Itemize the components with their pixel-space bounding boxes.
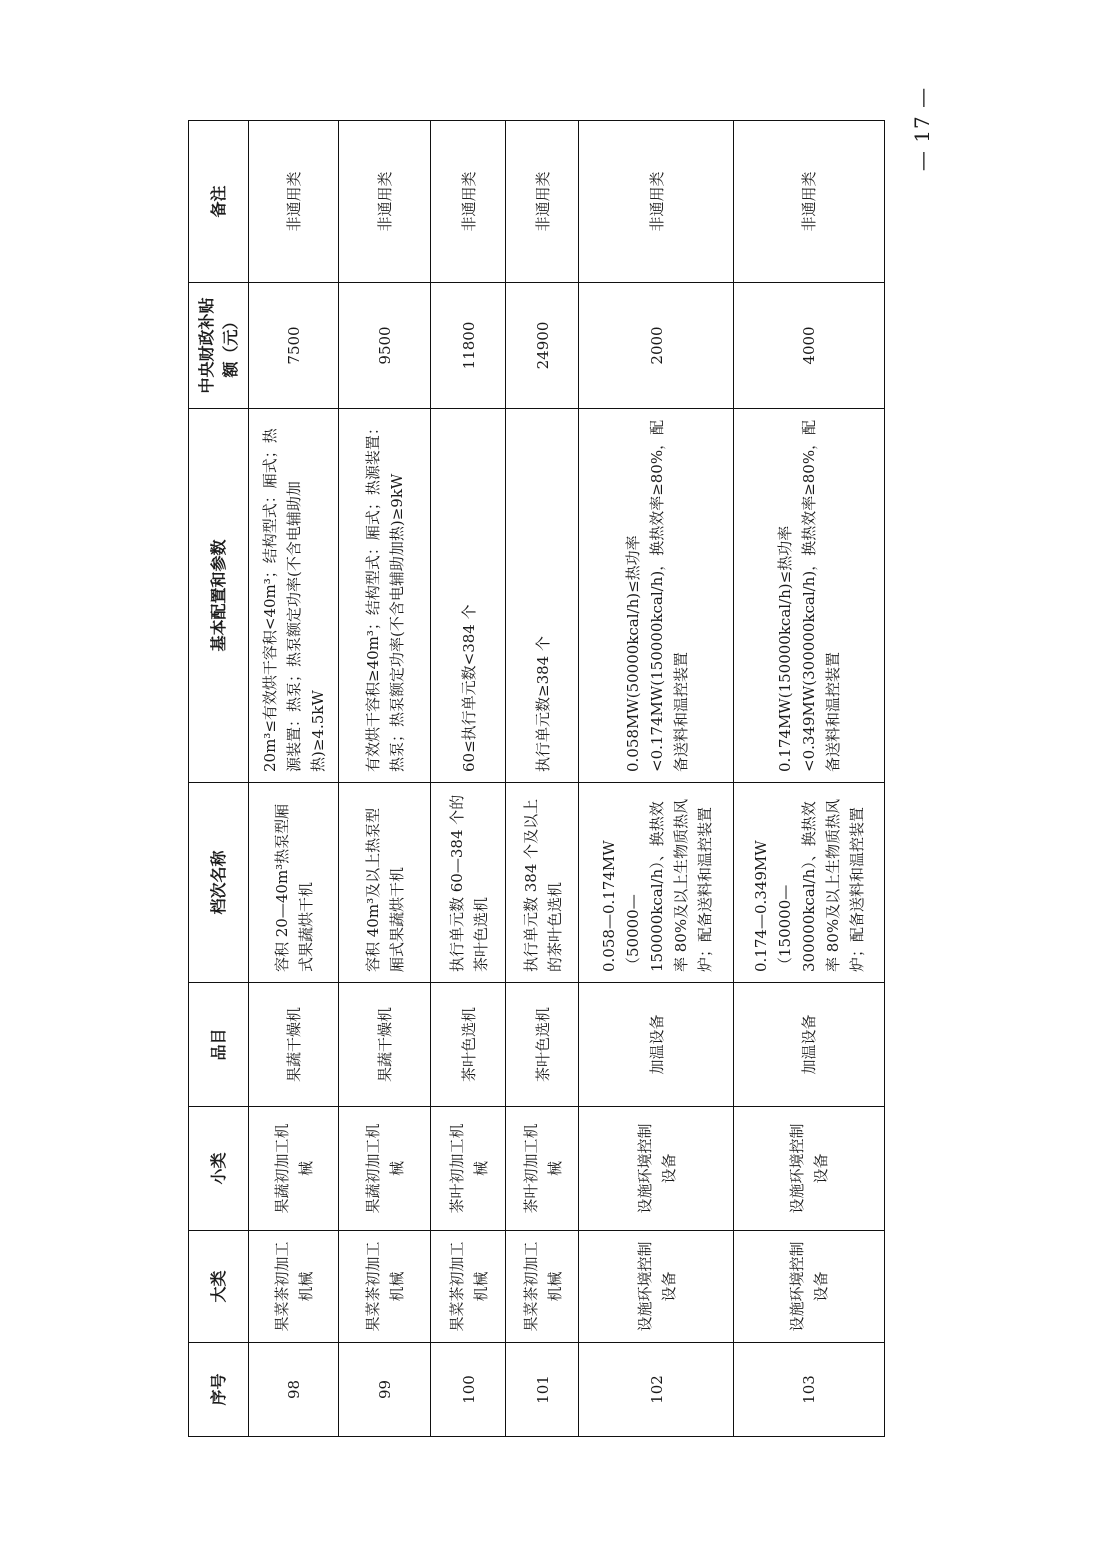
table-cell: 99 xyxy=(339,1343,431,1437)
table-cell: 茶叶初加工机械 xyxy=(431,1107,506,1231)
table-cell: 0.058—0.174MW（50000—150000kcal/h）、换热效率 80%及以上生物质热风炉；配备送料和温控装置 xyxy=(579,783,734,983)
header-cell: 中央财政补贴额（元） xyxy=(189,283,249,409)
header-cell: 备注 xyxy=(189,120,249,283)
table-cell: 11800 xyxy=(431,283,506,409)
table-cell: 果菜茶初加工机械 xyxy=(431,1231,506,1343)
header-cell: 档次名称 xyxy=(189,783,249,983)
table-cell: 有效烘干容积≥40m³；结构型式：厢式；热源装置：热泵；热泵额定功率(不含电辅助加热)≥9kW xyxy=(339,409,431,783)
table-header-row xyxy=(188,120,249,1437)
table-cell: 果菜茶初加工机械 xyxy=(339,1231,431,1343)
table-cell: 非通用类 xyxy=(339,120,431,283)
header-cell: 小类 xyxy=(189,1107,249,1231)
header-cell: 序号 xyxy=(189,1343,249,1437)
table-cell: 2000 xyxy=(579,283,734,409)
table-cell: 容积 20—40m³热泵型厢式果蔬烘干机 xyxy=(249,783,339,983)
table-cell: 20m³≤有效烘干容积<40m³；结构型式：厢式；热源装置：热泵；热泵额定功率(不含电辅助加热)≥4.5kW xyxy=(249,409,339,783)
table-cell: 果蔬干燥机 xyxy=(249,983,339,1107)
header-cell: 大类 xyxy=(189,1231,249,1343)
subsidy-table xyxy=(188,120,885,1437)
table-cell: 4000 xyxy=(734,283,884,409)
table-cell: 60≤执行单元数<384 个 xyxy=(431,409,506,783)
table-cell: 0.058MW(50000kcal/h)≤热功率<0.174MW(150000kcal/h)，换热效率≥80%，配备送料和温控装置 xyxy=(579,409,734,783)
table-cell: 0.174MW(150000kcal/h)≤热功率<0.349MW(300000kcal/h)，换热效率≥80%，配备送料和温控装置 xyxy=(734,409,884,783)
table-cell: 98 xyxy=(249,1343,339,1437)
table-cell: 茶叶色选机 xyxy=(431,983,506,1107)
table-cell: 7500 xyxy=(249,283,339,409)
table-cell: 加温设备 xyxy=(734,983,884,1107)
header-cell: 品目 xyxy=(189,983,249,1107)
table-row xyxy=(338,120,431,1437)
table-cell: 执行单元数 384 个及以上的茶叶色选机 xyxy=(506,783,579,983)
table-cell: 果菜茶初加工机械 xyxy=(506,1231,579,1343)
table-row xyxy=(578,120,734,1437)
table-cell: 101 xyxy=(506,1343,579,1437)
table-cell: 非通用类 xyxy=(579,120,734,283)
table-cell: 非通用类 xyxy=(506,120,579,283)
table-cell: 果蔬初加工机械 xyxy=(249,1107,339,1231)
table-cell: 24900 xyxy=(506,283,579,409)
table-cell: 设施环境控制设备 xyxy=(579,1107,734,1231)
page-number: — 17 — xyxy=(910,86,934,172)
table-cell: 非通用类 xyxy=(249,120,339,283)
table-row xyxy=(505,120,579,1437)
table-cell: 执行单元数 60—384 个的茶叶色选机 xyxy=(431,783,506,983)
table-cell: 103 xyxy=(734,1343,884,1437)
table-cell: 果蔬干燥机 xyxy=(339,983,431,1107)
table-cell: 果菜茶初加工机械 xyxy=(249,1231,339,1343)
table-cell: 果蔬初加工机械 xyxy=(339,1107,431,1231)
table-cell: 设施环境控制设备 xyxy=(734,1107,884,1231)
table-cell: 设施环境控制设备 xyxy=(579,1231,734,1343)
table-cell: 茶叶色选机 xyxy=(506,983,579,1107)
table-cell: 加温设备 xyxy=(579,983,734,1107)
table-row xyxy=(733,120,885,1437)
table-cell: 设施环境控制设备 xyxy=(734,1231,884,1343)
table-row xyxy=(430,120,506,1437)
table-cell: 0.174—0.349MW（150000—300000kcal/h）、换热效率 80%及以上生物质热风炉；配备送料和温控装置 xyxy=(734,783,884,983)
table-cell: 102 xyxy=(579,1343,734,1437)
table-cell: 容积 40m³及以上热泵型厢式果蔬烘干机 xyxy=(339,783,431,983)
table-cell: 执行单元数≥384 个 xyxy=(506,409,579,783)
table-cell: 非通用类 xyxy=(431,120,506,283)
table-row xyxy=(248,120,339,1437)
table-cell: 非通用类 xyxy=(734,120,884,283)
table-cell: 100 xyxy=(431,1343,506,1437)
header-cell: 基本配置和参数 xyxy=(189,409,249,783)
table-cell: 9500 xyxy=(339,283,431,409)
table-cell: 茶叶初加工机械 xyxy=(506,1107,579,1231)
